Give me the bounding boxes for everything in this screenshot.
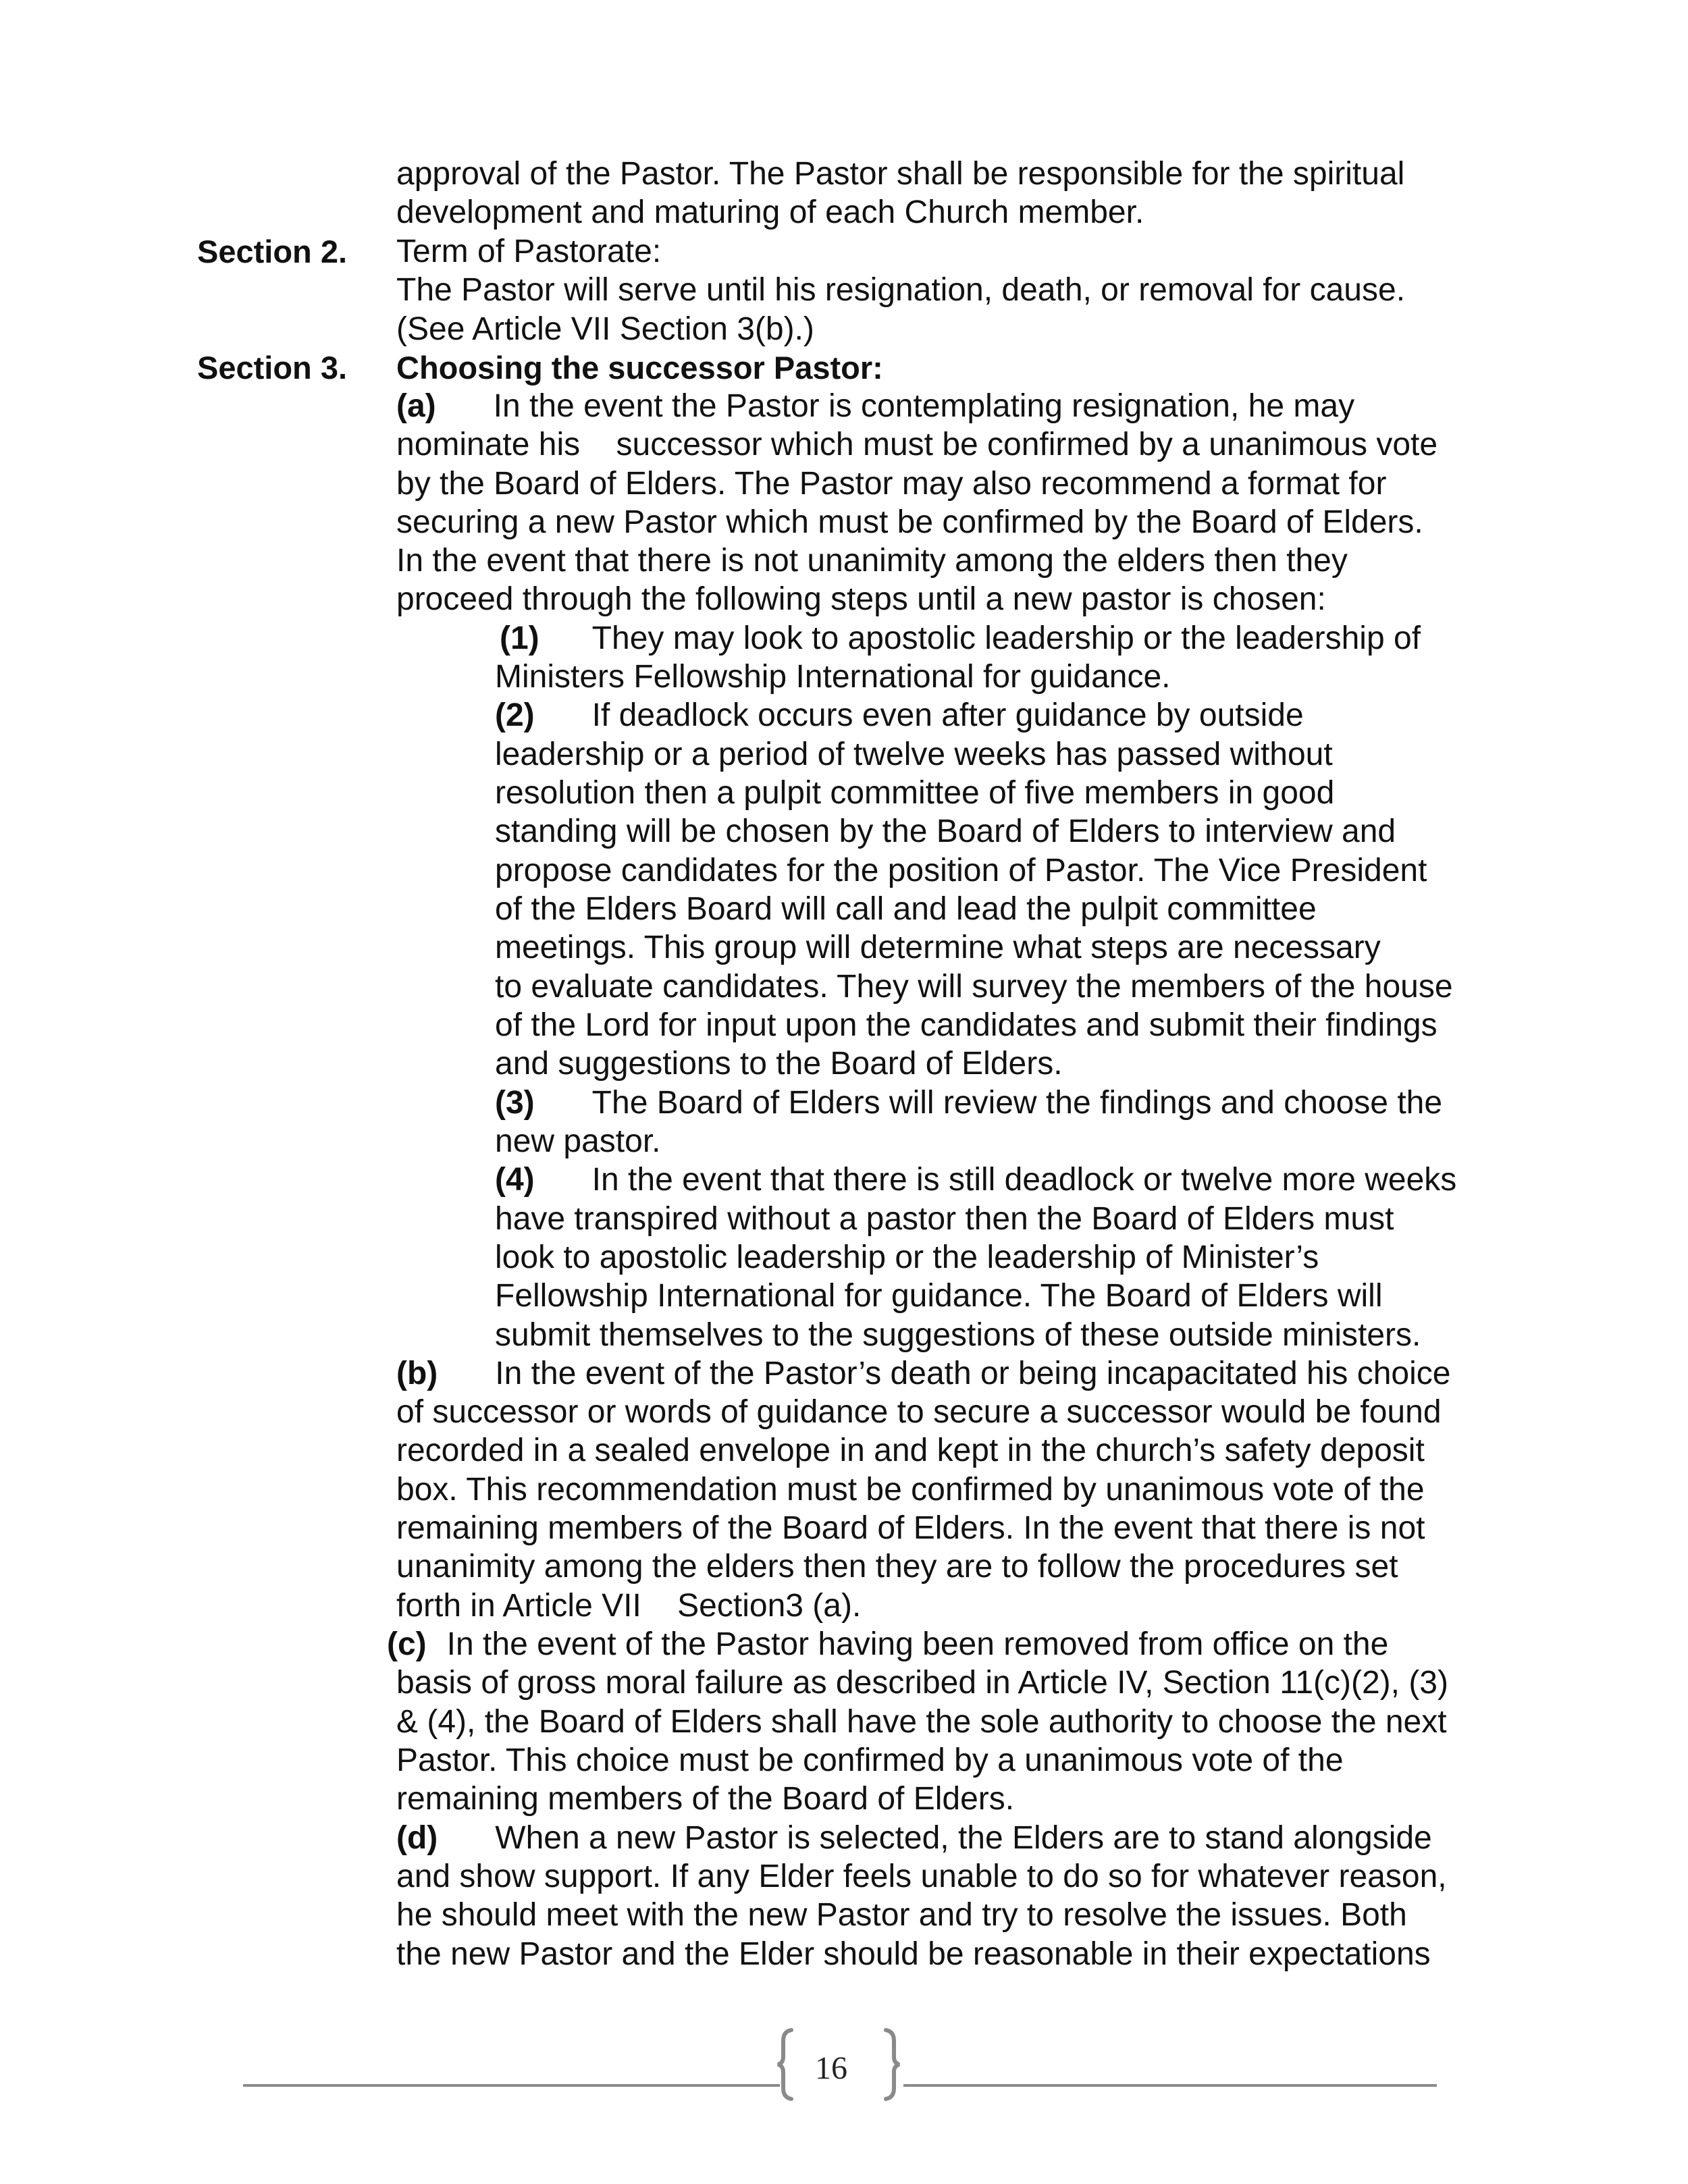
- body-line: development and maturing of each Church member.: [396, 194, 1144, 230]
- left-brace-icon: [775, 2027, 795, 2102]
- body-line: of successor or words of guidance to secure a successor would be found: [396, 1394, 1442, 1430]
- body-line: When a new Pastor is selected, the Elders are to stand alongside: [495, 1820, 1432, 1856]
- body-line: unanimity among the elders then they are to follow the procedures set: [396, 1549, 1398, 1584]
- marker-c: (c): [387, 1626, 427, 1662]
- body-line: Fellowship International for guidance. The Board of Elders will: [495, 1278, 1383, 1314]
- body-line: They may look to apostolic leadership or the leadership of: [591, 620, 1421, 656]
- item-1-first-line: [500, 620, 1421, 658]
- body-line: box. This recommendation must be confirmed by unanimous vote of the: [396, 1472, 1425, 1508]
- body-line: to evaluate candidates. They will survey the members of the house: [495, 969, 1453, 1005]
- body-line: recorded in a sealed envelope in and kept in the church’s safety deposit: [396, 1433, 1425, 1468]
- body-line: look to apostolic leadership or the leadership of Minister’s: [495, 1240, 1319, 1275]
- page-number: 16: [815, 2050, 847, 2086]
- body-line: meetings. This group will determine what steps are necessary: [495, 930, 1381, 965]
- marker-d: (d): [396, 1820, 438, 1856]
- body-line: In the event that there is still deadlock or twelve more weeks: [591, 1162, 1457, 1198]
- body-line: resolution then a pulpit committee of five members in good: [495, 775, 1335, 811]
- body-line: In the event of the Pastor’s death or being incapacitated his choice: [495, 1356, 1451, 1391]
- body-line: Ministers Fellowship International for guidance.: [495, 659, 1171, 695]
- item-2-first-line: [495, 697, 1304, 735]
- body-line: nominate his successor which must be confirmed by a unanimous vote: [396, 427, 1438, 462]
- footer-rule-left: [243, 2084, 780, 2087]
- paragraph-c-first-line: [387, 1626, 1388, 1663]
- body-line: In the event the Pastor is contemplating resignation, he may: [493, 388, 1355, 424]
- marker-2: (2): [495, 697, 535, 733]
- marker-4: (4): [495, 1162, 535, 1198]
- body-line: by the Board of Elders. The Pastor may also recommend a format for: [396, 466, 1387, 502]
- body-line: submit themselves to the suggestions of these outside ministers.: [495, 1317, 1421, 1353]
- body-line: the new Pastor and the Elder should be reasonable in their expectations: [396, 1936, 1431, 1972]
- body-line: new pastor.: [495, 1123, 661, 1159]
- body-line: and suggestions to the Board of Elders.: [495, 1046, 1063, 1082]
- body-line: leadership or a period of twelve weeks has passed without: [495, 737, 1333, 772]
- body-line: basis of gross moral failure as described in Article IV, Section 11(c)(2), (3): [396, 1665, 1448, 1701]
- body-line: & (4), the Board of Elders shall have the sole authority to choose the next: [396, 1704, 1447, 1740]
- body-line: Pastor. This choice must be confirmed by a unanimous vote of the: [396, 1742, 1344, 1778]
- body-line: standing will be chosen by the Board of Elders to interview and: [495, 814, 1396, 849]
- body-line: he should meet with the new Pastor and try to resolve the issues. Both: [396, 1897, 1407, 1933]
- body-line: forth in Article VII Section3 (a).: [396, 1588, 862, 1624]
- body-line: approval of the Pastor. The Pastor shall be responsible for the spiritual: [396, 156, 1405, 192]
- right-brace-icon: [882, 2027, 902, 2102]
- marker-3: (3): [495, 1085, 535, 1121]
- body-line: propose candidates for the position of Pastor. The Vice President: [495, 853, 1427, 888]
- body-line: (See Article VII Section 3(b).): [396, 311, 814, 347]
- paragraph-d-first-line: [396, 1819, 1432, 1857]
- body-line: In the event of the Pastor having been removed from office on the: [446, 1626, 1389, 1662]
- section-2-label: Section 2.: [197, 234, 348, 269]
- section-3-label: Section 3.: [197, 350, 348, 385]
- body-line: In the event that there is not unanimity among the elders then they: [396, 543, 1348, 579]
- body-line: have transpired without a pastor then the Board of Elders must: [495, 1201, 1394, 1237]
- footer-rule-right: [903, 2084, 1437, 2087]
- body-line: If deadlock occurs even after guidance by outside: [591, 697, 1304, 733]
- body-line: securing a new Pastor which must be confirmed by the Board of Elders.: [396, 504, 1423, 540]
- body-line: remaining members of the Board of Elders. In the event that there is not: [396, 1510, 1425, 1546]
- marker-1: (1): [500, 620, 539, 656]
- body-line: proceed through the following steps until a new pastor is chosen:: [396, 581, 1326, 617]
- marker-b: (b): [396, 1356, 438, 1391]
- item-4-first-line: [495, 1161, 1456, 1199]
- item-3-first-line: [495, 1084, 1442, 1122]
- body-line: remaining members of the Board of Elders.: [396, 1781, 1015, 1817]
- section-2-heading: Term of Pastorate:: [396, 234, 662, 269]
- body-line: The Board of Elders will review the findings and choose the: [591, 1085, 1443, 1121]
- paragraph-b-first-line: [396, 1355, 1450, 1393]
- body-line: of the Elders Board will call and lead the pulpit committee: [495, 891, 1317, 927]
- section-3-heading: Choosing the successor Pastor:: [396, 350, 883, 385]
- body-line: and show support. If any Elder feels unable to do so for whatever reason,: [396, 1859, 1447, 1894]
- body-line: The Pastor will serve until his resignation, death, or removal for cause.: [396, 272, 1406, 308]
- paragraph-a-first-line: [396, 388, 1354, 425]
- marker-a: (a): [396, 388, 436, 424]
- body-line: of the Lord for input upon the candidates and submit their findings: [495, 1007, 1438, 1043]
